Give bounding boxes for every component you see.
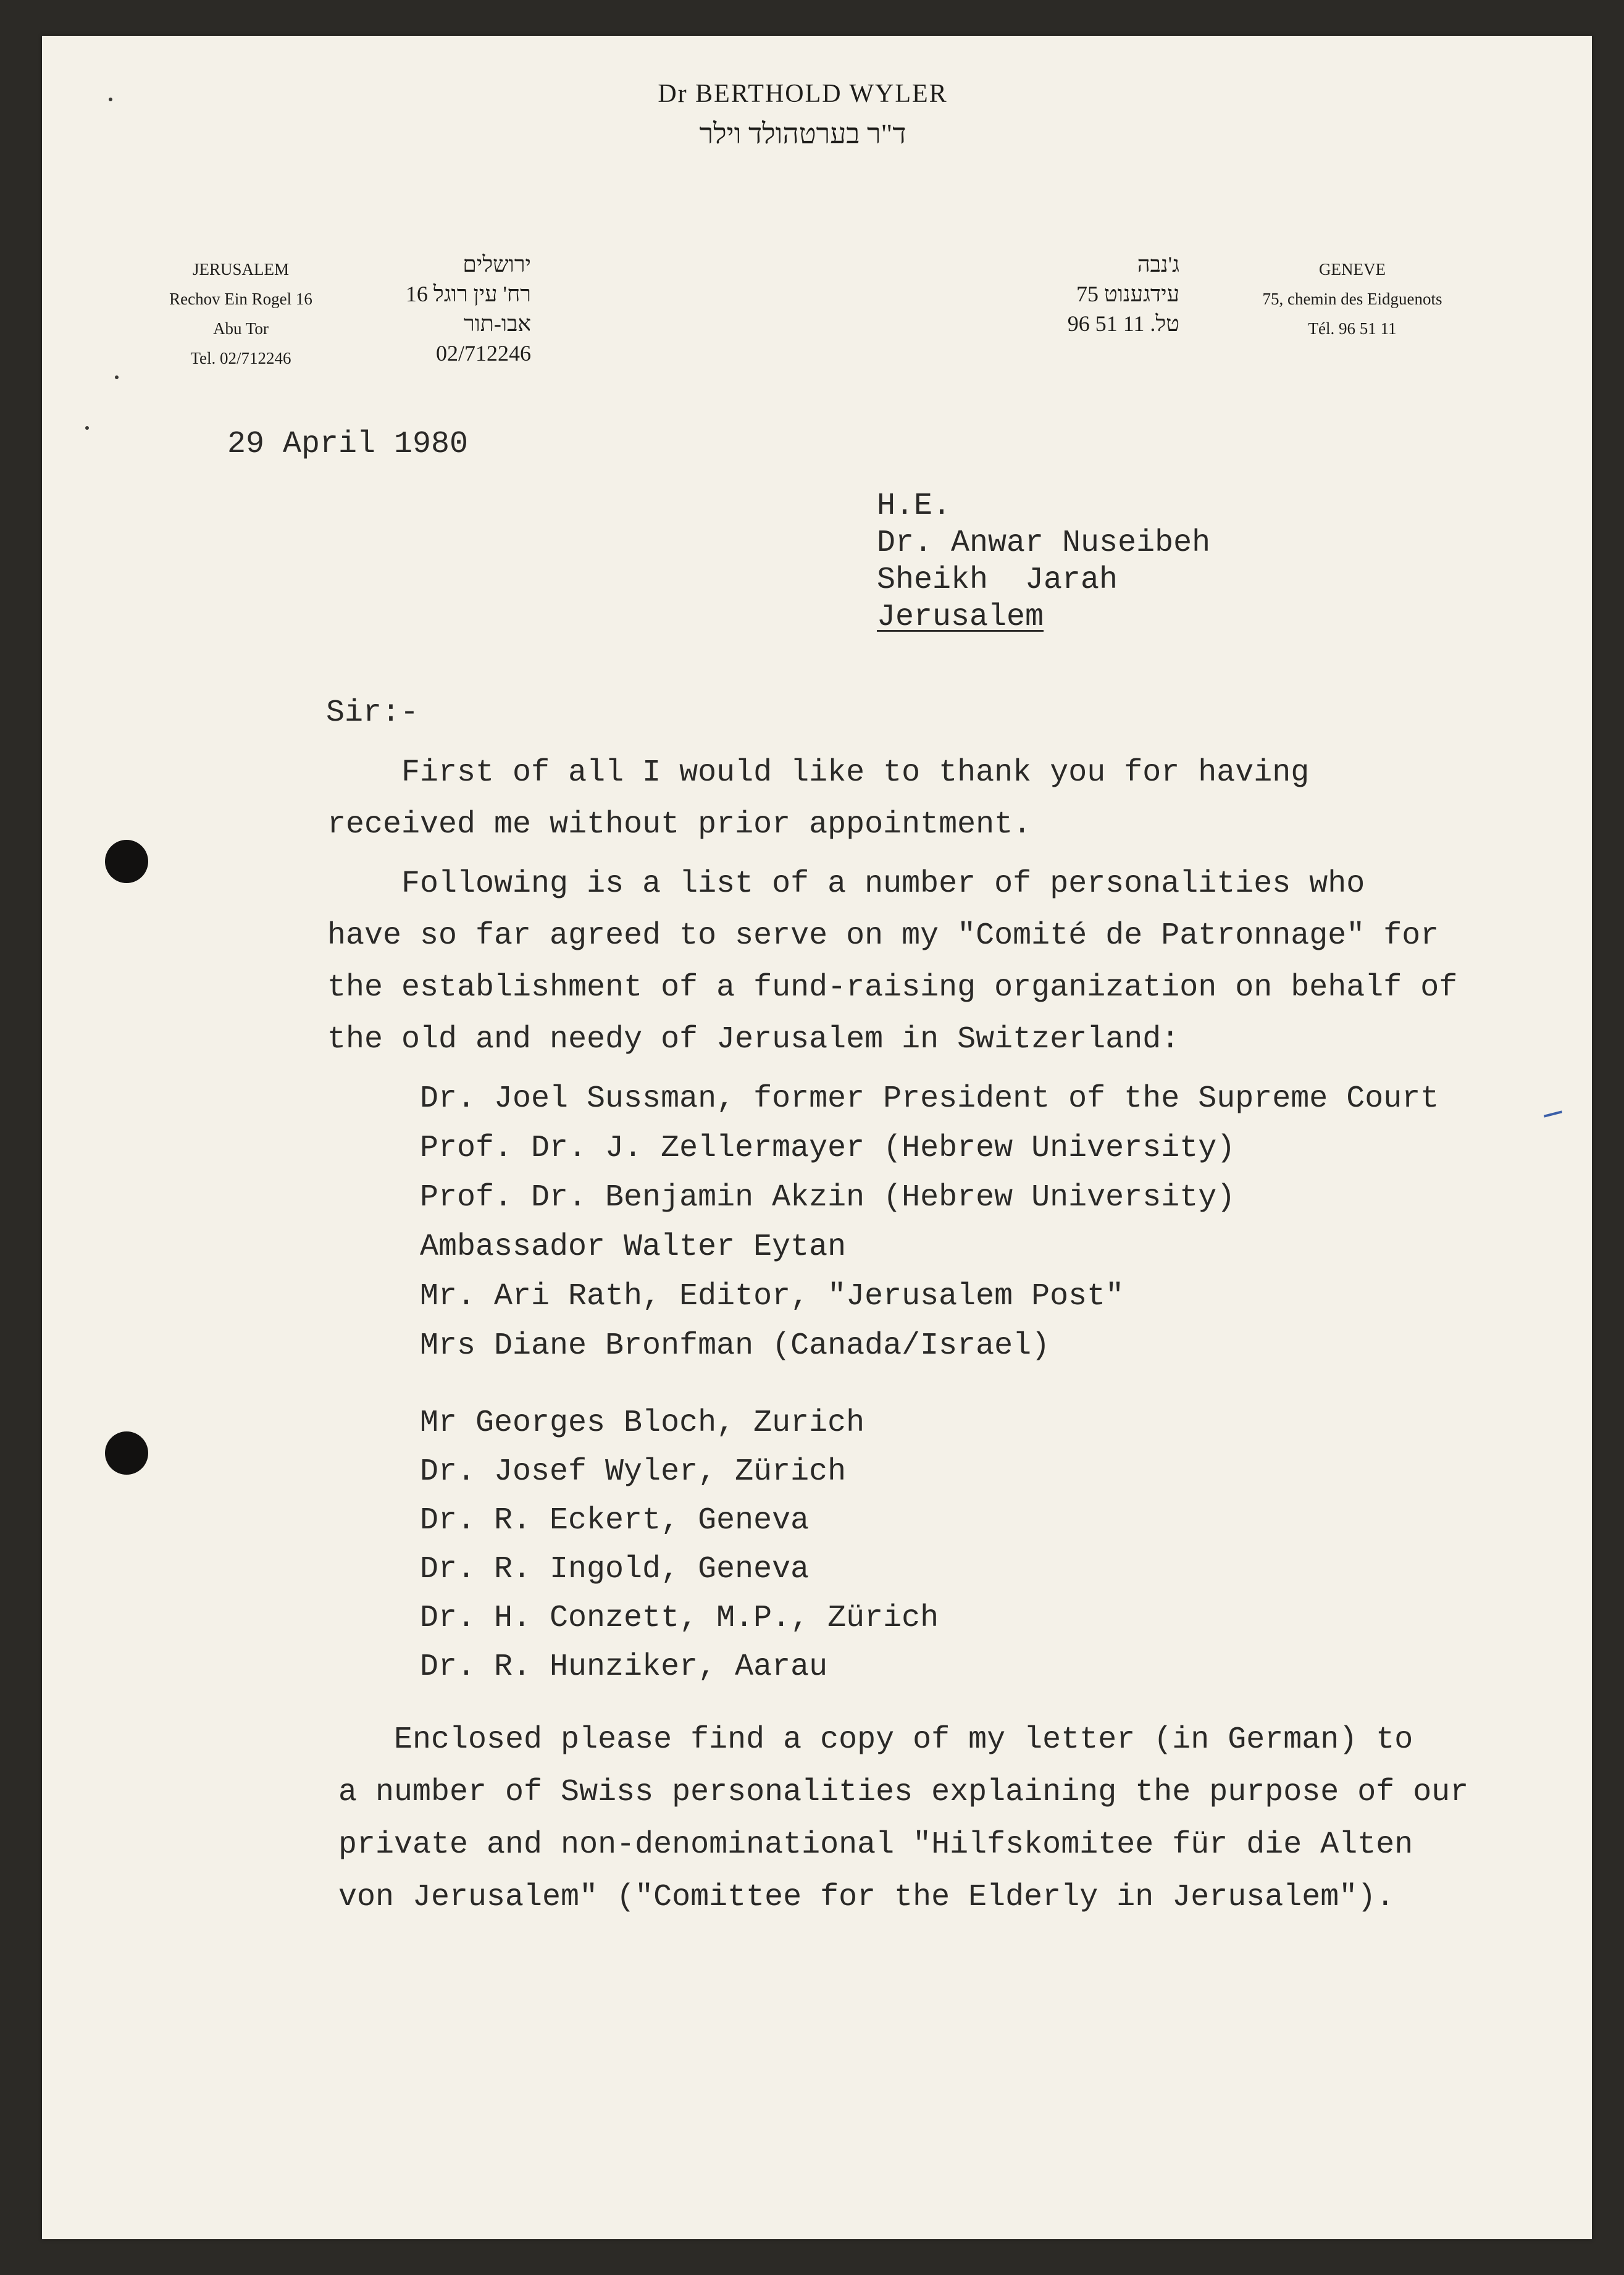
geneva-city-hebrew: ג'נבה — [1137, 252, 1179, 277]
punch-hole — [105, 840, 148, 883]
geneva-phone-hebrew: טל. 11 51 96 — [1067, 311, 1179, 336]
paper-speck — [85, 426, 89, 430]
geneva-address — [1204, 254, 1501, 343]
list-item: Dr. Josef Wyler, Zürich — [420, 1454, 847, 1489]
paper-speck — [109, 98, 112, 101]
letterhead-name-hebrew: ד"ר בערטהולד וילר — [699, 118, 906, 149]
personalities-list-switzerland — [420, 1399, 939, 1691]
paragraph-line: private and non-denominational "Hilfskomitee für die Alten — [338, 1827, 1413, 1862]
paragraph-line: Following is a list of a number of personalities who — [327, 866, 1365, 902]
letter-date: 29 April 1980 — [227, 427, 469, 462]
jerusalem-city: JERUSALEM — [192, 260, 289, 279]
jerusalem-phone-hebrew: 02/712246 — [435, 341, 531, 366]
recipient-line: H.E. — [877, 488, 952, 524]
jerusalem-street-hebrew: רח' עין רוגל 16 — [405, 282, 531, 306]
geneva-street-hebrew: עידגענוט 75 — [1076, 282, 1179, 306]
list-item: Ambassador Walter Eytan — [420, 1230, 847, 1265]
paragraph-line: von Jerusalem" ("Comittee for the Elderly in Jerusalem"). — [338, 1880, 1395, 1915]
recipient-line: Sheikh Jarah — [877, 563, 1118, 598]
list-item: Dr. H. Conzett, M.P., Zürich — [420, 1601, 939, 1636]
paragraph-line: received me without prior appointment. — [327, 807, 1032, 842]
geneva-city: GENEVE — [1319, 260, 1386, 279]
jerusalem-district-hebrew: אבו-תור — [463, 311, 531, 336]
paper-speck — [115, 375, 119, 379]
paragraph-enclosure — [338, 1714, 1468, 1924]
jerusalem-address-hebrew — [346, 249, 531, 368]
paragraph-line: have so far agreed to serve on my "Comité de Patronnage" for — [327, 918, 1439, 953]
geneva-phone: Tél. 96 51 11 — [1308, 319, 1397, 338]
paragraph-thanks — [327, 747, 1309, 851]
list-item: Mr. Ari Rath, Editor, "Jerusalem Post" — [420, 1279, 1124, 1314]
jerusalem-address — [117, 254, 364, 373]
jerusalem-street: Rechov Ein Rogel 16 — [169, 290, 312, 308]
paragraph-line: a number of Swiss personalities explaining the purpose of our — [338, 1775, 1469, 1810]
salutation: Sir:- — [326, 695, 419, 731]
list-item: Dr. R. Ingold, Geneva — [420, 1552, 810, 1587]
paragraph-committee — [327, 858, 1457, 1066]
geneva-street: 75, chemin des Eidguenots — [1262, 290, 1442, 308]
list-item: Dr. R. Eckert, Geneva — [420, 1503, 810, 1538]
list-item: Prof. Dr. Benjamin Akzin (Hebrew University) — [420, 1180, 1236, 1215]
list-item: Prof. Dr. J. Zellermayer (Hebrew University) — [420, 1131, 1236, 1166]
list-item: Dr. Joel Sussman, former President of the Supreme Court — [420, 1081, 1439, 1117]
letterhead-name: Dr BERTHOLD WYLER — [658, 80, 948, 108]
list-item: Mrs Diane Bronfman (Canada/Israel) — [420, 1328, 1050, 1364]
jerusalem-district: Abu Tor — [213, 319, 269, 338]
recipient-city: Jerusalem — [877, 600, 1044, 635]
geneva-address-hebrew — [969, 249, 1179, 338]
jerusalem-city-hebrew: ירושלים — [463, 252, 531, 277]
paragraph-line: First of all I would like to thank you for having — [327, 755, 1310, 790]
paragraph-line: the old and needy of Jerusalem in Switzerland: — [327, 1022, 1180, 1057]
paragraph-line: the establishment of a fund-raising organization on behalf of — [327, 970, 1458, 1005]
personalities-list-israel — [420, 1075, 1439, 1371]
list-item: Dr. R. Hunziker, Aarau — [420, 1649, 828, 1685]
punch-hole — [105, 1431, 148, 1475]
jerusalem-phone: Tel. 02/712246 — [190, 349, 291, 367]
paragraph-line: Enclosed please find a copy of my letter (in German) to — [338, 1722, 1413, 1758]
recipient-line: Dr. Anwar Nuseibeh — [877, 526, 1211, 561]
list-item: Mr Georges Bloch, Zurich — [420, 1406, 865, 1441]
recipient-block — [877, 488, 1210, 636]
